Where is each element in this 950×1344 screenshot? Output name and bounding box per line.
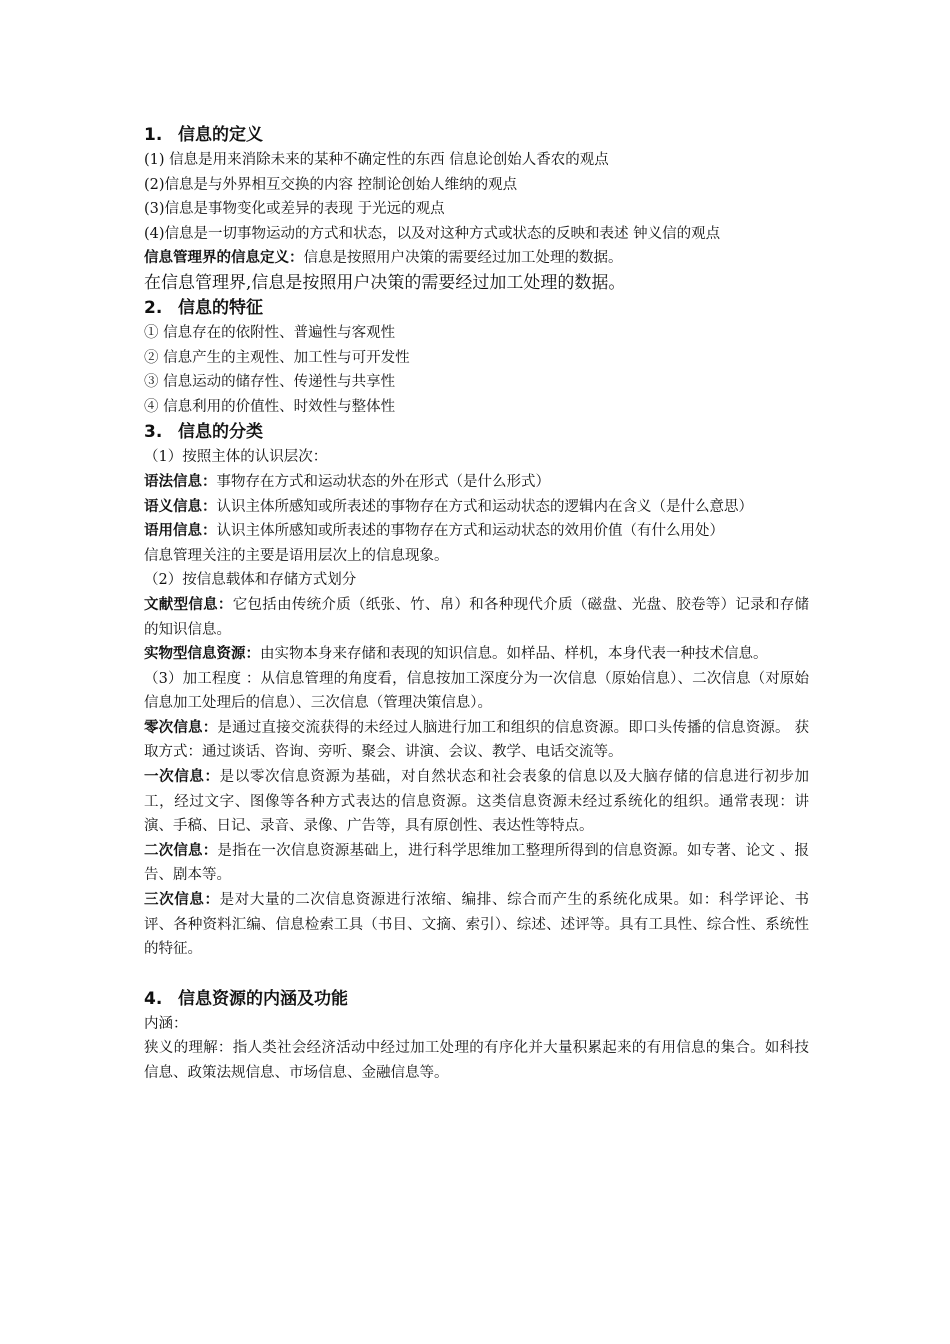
term-text: 它包括由传统介质（纸张、竹、帛）和各种现代介质（磁盘、光盘、胶卷等）记录和存储的知识信息。 <box>144 596 810 638</box>
feature-item: ② 信息产生的主观性、加工性与可开发性 <box>144 349 410 366</box>
spacer <box>144 962 809 986</box>
section-number: 3. <box>144 422 163 443</box>
section-3-heading <box>144 419 809 445</box>
focus-note: 信息管理关注的主要是语用层次上的信息现象。 <box>144 547 449 564</box>
feature-item: ④ 信息利用的价值性、时效性与整体性 <box>144 398 396 415</box>
section-number: 1. <box>144 125 163 145</box>
section-4-heading <box>144 986 809 1012</box>
feature-item: ① 信息存在的依附性、普遍性与客观性 <box>144 324 396 341</box>
term-text: 认识主体所感知或所表述的事物存在方式和运动状态的逻辑内在含义（是什么意思） <box>216 498 753 515</box>
term-label: 文献型信息： <box>144 596 233 613</box>
category-heading: （2）按信息载体和存储方式划分 <box>144 572 357 589</box>
term-text: 是以零次信息资源为基础，对自然状态和社会表象的信息以及大脑存储的信息进行初步加工，经过文字、图像等各种方式表达的信息资源。这类信息资源未经过系统化的组织。通常表现：讲演、手稿、日记、录音、录像、广告等，具有原创性、表达性等特点。 <box>144 769 809 835</box>
term-label: 实物型信息资源： <box>144 646 260 663</box>
category-heading: （1）按照主体的认识层次： <box>144 449 328 466</box>
term-text: 事物存在方式和运动状态的外在形式（是什么形式） <box>216 473 550 490</box>
section-2-heading <box>144 295 809 321</box>
term-label: 二次信息： <box>144 842 218 859</box>
term-label: 零次信息： <box>144 719 218 736</box>
zero-info <box>144 716 809 765</box>
term-text: 是对大量的二次信息资源进行浓缩、编排、综合而产生的系统化成果。如：科学评论、书评、各种资料汇编、信息检索工具（书目、文摘、索引）、综述、述评等。具有工具性、综合性、系统性的特征。 <box>144 892 809 958</box>
term-text: 认识主体所感知或所表述的事物存在方式和运动状态的效用价值（有什么用处） <box>216 523 724 540</box>
term-text: 信息是按照用户决策的需要经过加工处理的数据。 <box>303 250 623 267</box>
section-title: 信息资源的内涵及功能 <box>178 988 348 1009</box>
narrow-definition: 狭义的理解：指人类社会经济活动中经过加工处理的有序化并大量积累起来的有用信息的集合。如科技信息、政策法规信息、市场信息、金融信息等。 <box>144 1040 809 1081</box>
connotation-label: 内涵： <box>144 1015 188 1032</box>
section-1-heading <box>144 122 809 148</box>
section-title: 信息的特征 <box>178 297 263 318</box>
term-text: 是指在一次信息资源基础上，进行科学思维加工整理所得到的信息资源。如专著、论文 、报告、剧本等。 <box>144 842 810 884</box>
syntax-info <box>144 470 809 495</box>
semantic-info <box>144 495 809 520</box>
third-info <box>144 888 809 962</box>
section-title: 信息的定义 <box>178 125 263 145</box>
section-title: 信息的分类 <box>178 422 263 443</box>
mgmt-definition-large: 在信息管理界,信息是按照用户决策的需要经过加工处理的数据。 <box>144 272 626 293</box>
term-label: 三次信息： <box>144 892 220 909</box>
section-number: 4. <box>144 988 163 1009</box>
term-text: 由实物本身来存储和表现的知识信息。如样品、样机，本身代表一种技术信息。 <box>260 646 768 663</box>
document-info <box>144 593 809 642</box>
section-number: 2. <box>144 297 163 318</box>
pragmatic-info <box>144 519 809 544</box>
term-label: 语法信息： <box>144 473 217 490</box>
term-text: 是通过直接交流获得的未经过人脑进行加工和组织的信息资源。即口头传播的信息资源。 获取方式：通过谈话、咨询、旁听、聚会、讲演、会议、教学、电话交流等。 <box>144 719 810 761</box>
document-page <box>144 122 809 1086</box>
term-label: 语义信息： <box>144 498 217 515</box>
mgmt-definition <box>144 246 809 271</box>
term-label: 信息管理界的信息定义： <box>144 250 304 267</box>
object-info <box>144 642 809 667</box>
feature-item: ③ 信息运动的储存性、传递性与共享性 <box>144 374 396 391</box>
definition-item: (3)信息是事物变化或差异的表现 于光远的观点 <box>144 201 445 218</box>
definition-item: (1) 信息是用来消除未来的某种不确定性的东西 信息论创始人香农的观点 <box>144 152 609 168</box>
term-label: 一次信息： <box>144 769 220 786</box>
first-info <box>144 765 809 839</box>
second-info <box>144 839 809 888</box>
category-heading: （3）加工程度 ：从信息管理的角度看，信息按加工深度分为一次信息（原始信息）、二次信息（对原始信息加工处理后的信息）、三次信息（管理决策信息）。 <box>144 670 809 712</box>
term-label: 语用信息： <box>144 523 217 540</box>
definition-item: (4)信息是一切事物运动的方式和状态，以及对这种方式或状态的反映和表述 钟义信的观点 <box>144 225 721 242</box>
definition-item: (2)信息是与外界相互交换的内容 控制论创始人维纳的观点 <box>144 176 518 193</box>
